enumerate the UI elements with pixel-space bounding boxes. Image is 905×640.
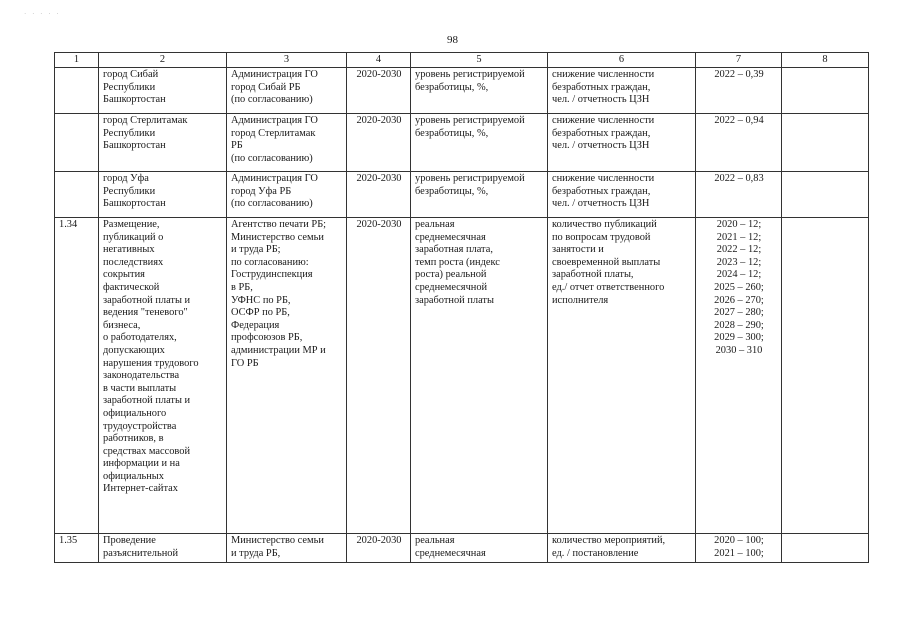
executor-cell	[227, 218, 347, 534]
executor-cell-line: Администрация ГО	[231, 173, 318, 184]
result-cell-line: по вопросам трудовой	[552, 231, 651, 243]
table-row	[55, 114, 869, 172]
measure-cell-line: Проведение	[103, 535, 156, 546]
target-values-cell-line: 2022 – 0,39	[714, 69, 764, 80]
measure-cell-line: Башкортостан	[103, 94, 166, 106]
period-cell: 2020-2030	[347, 218, 411, 534]
executor-cell-line: ОСФР по РБ,	[231, 307, 290, 319]
measure-cell-line: работников, в	[103, 433, 164, 445]
indicator-cell	[411, 218, 548, 534]
column-header: 1	[55, 53, 99, 68]
measure-cell-line: сокрытия	[103, 269, 145, 281]
period-cell: 2020-2030	[347, 114, 411, 172]
measure-cell-line: официальных	[103, 470, 164, 482]
target-values-cell-line: 2025 – 260;	[714, 281, 764, 293]
item-number-cell	[55, 114, 99, 172]
result-cell	[548, 218, 696, 534]
table-row	[55, 172, 869, 218]
executor-cell	[227, 534, 347, 563]
indicator-cell	[411, 172, 548, 218]
measure-cell-line: город Сибай	[103, 69, 159, 80]
target-values-cell-line: 2020 – 100;	[714, 535, 764, 546]
measure-cell-line: фактической	[103, 281, 160, 293]
period-cell: 2020-2030	[347, 172, 411, 218]
executor-cell-line: Министерство семьи	[231, 231, 324, 243]
measure-cell-line: Башкортостан	[103, 198, 166, 210]
target-values-cell-line: 2022 – 12;	[716, 244, 762, 256]
executor-cell-line: Администрация ГО	[231, 115, 318, 126]
executor-cell-line: Министерство семьи	[231, 535, 324, 546]
executor-cell-line: (по согласованию)	[231, 198, 313, 210]
indicator-cell-line: заработная плата,	[415, 244, 493, 256]
result-cell-line: чел. / отчетность ЦЗН	[552, 94, 650, 106]
result-cell-line: снижение численности	[552, 69, 655, 80]
executor-cell-line: и труда РБ,	[231, 547, 281, 559]
result-cell-line: безработных граждан,	[552, 81, 651, 93]
indicator-cell-line: безработицы, %,	[415, 185, 489, 197]
result-cell	[548, 172, 696, 218]
executor-cell	[227, 172, 347, 218]
measure-cell-line: информации и на	[103, 458, 180, 470]
measure-cell-line: трудоустройства	[103, 420, 177, 432]
note-cell	[782, 218, 869, 534]
executor-cell-line: администрации МР и	[231, 344, 326, 356]
indicator-cell-line: реальная	[415, 219, 455, 230]
measure-cell-line: разъяснительной	[103, 547, 179, 559]
result-cell-line: количество мероприятий,	[552, 535, 666, 546]
measure-cell-line: заработной платы и	[103, 294, 191, 306]
period-cell: 2020-2030	[347, 68, 411, 114]
measure-cell	[99, 68, 227, 114]
target-values-cell-line: 2029 – 300;	[714, 332, 764, 344]
measures-table	[54, 52, 869, 563]
executor-cell-line: город Уфа РБ	[231, 185, 292, 197]
column-header: 7	[696, 53, 782, 68]
measure-cell-line: в части выплаты	[103, 382, 177, 394]
measure-cell-line: Интернет-сайтах	[103, 483, 178, 495]
executor-cell-line: РБ	[231, 140, 243, 152]
measure-cell-line: Республики	[103, 185, 156, 197]
executor-cell-line: Федерация	[231, 319, 280, 331]
executor-cell-line: Гострудинспекция	[231, 269, 313, 281]
measure-cell-line: негативных	[103, 244, 155, 256]
executor-cell-line: профсоюзов РБ,	[231, 332, 303, 344]
executor-cell-line: город Сибай РБ	[231, 81, 301, 93]
indicator-cell-line: безработицы, %,	[415, 81, 489, 93]
executor-cell	[227, 68, 347, 114]
indicator-cell-line: безработицы, %,	[415, 127, 489, 139]
measure-cell-line: город Стерлитамак	[103, 115, 188, 126]
measure-cell-line: ведения "теневого"	[103, 307, 188, 319]
result-cell-line: снижение численности	[552, 115, 655, 126]
result-cell-line: заработной платы,	[552, 269, 634, 281]
indicator-cell-line: уровень регистрируемой	[415, 115, 525, 126]
indicator-cell-line: заработной платы	[415, 294, 494, 306]
target-values-cell	[696, 218, 782, 534]
column-header: 3	[227, 53, 347, 68]
result-cell-line: чел. / отчетность ЦЗН	[552, 140, 650, 152]
measure-cell	[99, 534, 227, 563]
page-number: 98	[447, 34, 458, 46]
measure-cell-line: Республики	[103, 81, 156, 93]
result-cell-line: ед./ отчет ответственного	[552, 281, 665, 293]
measure-cell-line: допускающих	[103, 344, 165, 356]
note-cell	[782, 534, 869, 563]
item-number-cell: 1.34	[55, 218, 99, 534]
measure-cell-line: законодательства	[103, 370, 180, 382]
result-cell-line: безработных граждан,	[552, 127, 651, 139]
result-cell-line: чел. / отчетность ЦЗН	[552, 198, 650, 210]
executor-cell-line: в РБ,	[231, 281, 253, 293]
indicator-cell	[411, 114, 548, 172]
measure-cell-line: средствах массовой	[103, 445, 191, 457]
indicator-cell-line: роста) реальной	[415, 269, 487, 281]
column-header: 5	[411, 53, 548, 68]
indicator-cell-line: среднемесячной	[415, 281, 488, 293]
indicator-cell-line: уровень регистрируемой	[415, 69, 525, 80]
target-values-cell-line: 2024 – 12;	[716, 269, 762, 281]
measure-cell-line: Башкортостан	[103, 140, 166, 152]
item-number-cell	[55, 172, 99, 218]
result-cell-line: занятости и	[552, 244, 604, 256]
column-header: 4	[347, 53, 411, 68]
measure-cell	[99, 218, 227, 534]
target-values-cell-line: 2021 – 12;	[716, 231, 762, 243]
target-values-cell-line: 2026 – 270;	[714, 294, 764, 306]
target-values-cell-line: 2030 – 310	[715, 344, 763, 356]
measure-cell-line: последствиях	[103, 256, 164, 268]
column-header: 2	[99, 53, 227, 68]
executor-cell-line: Администрация ГО	[231, 69, 318, 80]
target-values-cell	[696, 172, 782, 218]
measure-cell-line: город Уфа	[103, 173, 149, 184]
measure-cell	[99, 114, 227, 172]
indicator-cell	[411, 534, 548, 563]
indicator-cell-line: среднемесячная	[415, 547, 486, 559]
indicator-cell-line: темп роста (индекс	[415, 256, 500, 268]
target-values-cell	[696, 68, 782, 114]
result-cell	[548, 68, 696, 114]
indicator-cell	[411, 68, 548, 114]
result-cell-line: исполнителя	[552, 294, 609, 306]
table-row	[55, 534, 869, 563]
measure-cell-line: нарушения трудового	[103, 357, 199, 369]
measure-cell-line: Размещение,	[103, 219, 160, 230]
column-header: 6	[548, 53, 696, 68]
executor-cell-line: (по согласованию)	[231, 94, 313, 106]
item-number-cell	[55, 68, 99, 114]
indicator-cell-line: среднемесячная	[415, 231, 486, 243]
executor-cell-line: город Стерлитамак	[231, 127, 316, 139]
measure-cell	[99, 172, 227, 218]
note-cell	[782, 68, 869, 114]
column-number-row	[55, 53, 869, 68]
executor-cell-line: (по согласованию)	[231, 152, 313, 164]
target-values-cell-line: 2022 – 0,83	[714, 173, 764, 184]
table-body	[55, 68, 869, 563]
measure-cell-line: заработной платы и	[103, 395, 191, 407]
table-row	[55, 68, 869, 114]
result-cell-line: количество публикаций	[552, 219, 657, 230]
target-values-cell	[696, 534, 782, 563]
target-values-cell-line: 2028 – 290;	[714, 319, 764, 331]
target-values-cell	[696, 114, 782, 172]
measure-cell-line: Республики	[103, 127, 156, 139]
target-values-cell-line: 2020 – 12;	[716, 219, 762, 230]
measure-cell-line: бизнеса,	[103, 319, 141, 331]
measure-cell-line: официального	[103, 407, 167, 419]
target-values-cell-line: 2022 – 0,94	[714, 115, 764, 126]
measure-cell-line: публикаций о	[103, 231, 164, 243]
executor-cell-line: и труда РБ;	[231, 244, 281, 256]
target-values-cell-line: 2027 – 280;	[714, 307, 764, 319]
result-cell-line: ед. / постановление	[552, 547, 639, 559]
result-cell-line: безработных граждан,	[552, 185, 651, 197]
executor-cell-line: ГО РБ	[231, 357, 259, 369]
column-header: 8	[782, 53, 869, 68]
scan-artifact: · · · · ·	[24, 10, 61, 18]
indicator-cell-line: реальная	[415, 535, 455, 546]
result-cell-line: своевременной выплаты	[552, 256, 661, 268]
target-values-cell-line: 2021 – 100;	[714, 547, 764, 559]
indicator-cell-line: уровень регистрируемой	[415, 173, 525, 184]
executor-cell-line: Агентство печати РБ;	[231, 219, 327, 230]
target-values-cell-line: 2023 – 12;	[716, 256, 762, 268]
note-cell	[782, 114, 869, 172]
table-row	[55, 218, 869, 534]
note-cell	[782, 172, 869, 218]
item-number-cell: 1.35	[55, 534, 99, 563]
executor-cell-line: УФНС по РБ,	[231, 294, 291, 306]
measure-cell-line: о работодателях,	[103, 332, 177, 344]
executor-cell-line: по согласованию:	[231, 256, 309, 268]
result-cell-line: снижение численности	[552, 173, 655, 184]
executor-cell	[227, 114, 347, 172]
result-cell	[548, 114, 696, 172]
period-cell: 2020-2030	[347, 534, 411, 563]
result-cell	[548, 534, 696, 563]
